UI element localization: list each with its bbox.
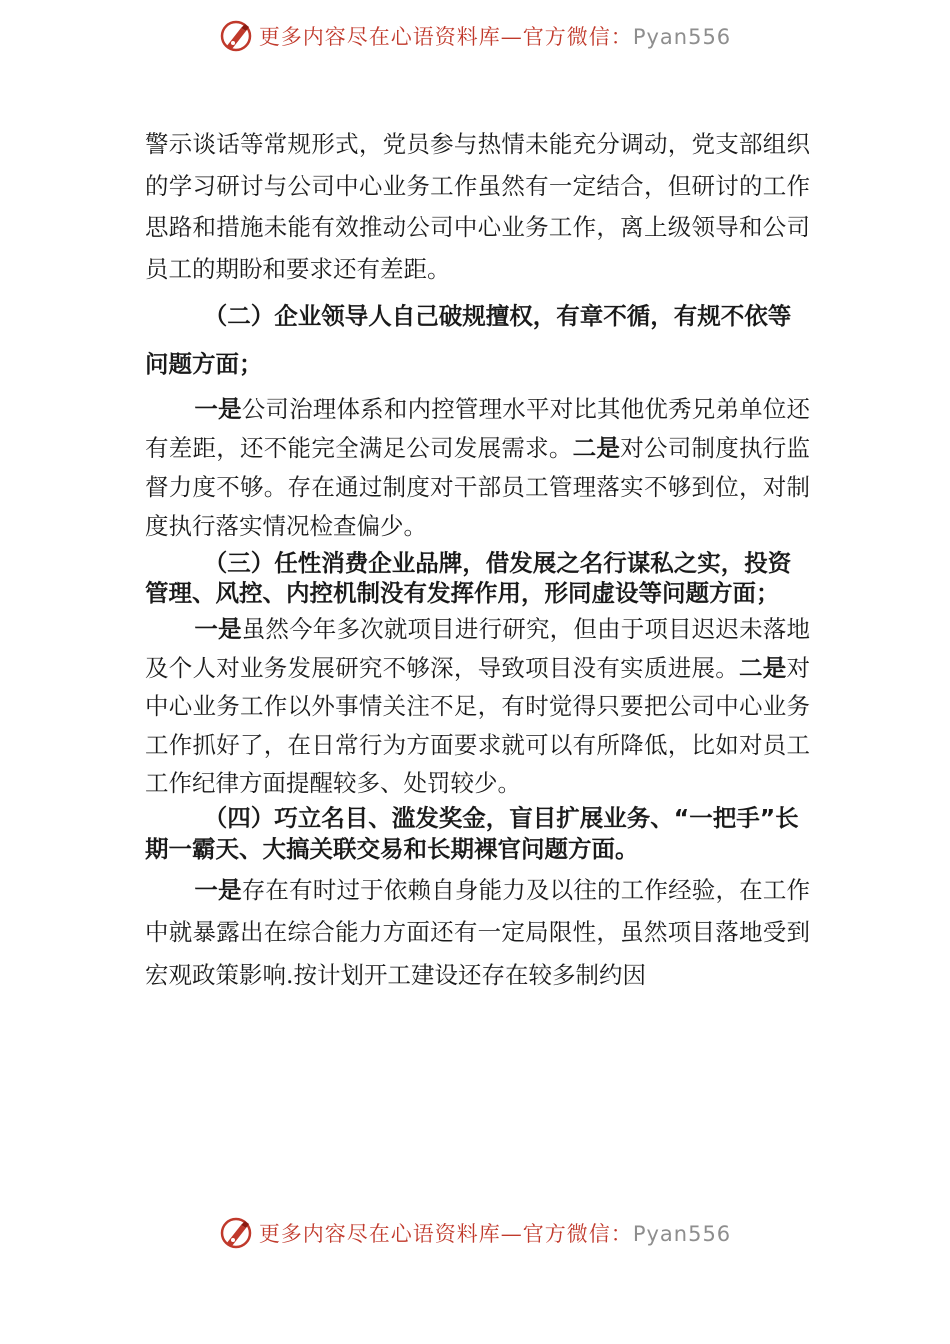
paragraph-2: 一是公司治理体系和内控管理水平对比其他优秀兄弟单位还有差距，还不能完全满足公司发展需求。二是对公司制度执行监督力度不够。存在通过制度对干部员工管理落实不够到位，对制度执行落实情况检查偏少。 bbox=[145, 395, 811, 540]
paragraph-4: 一是存在有时过于依赖自身能力及以往的工作经验，在工作中就暴露出在综合能力方面还有一定局限性，虽然项目落地受到宏观政策影响.按计划开工建设还存在较多制约因 bbox=[145, 875, 811, 989]
pen-nib-logo-icon bbox=[219, 1216, 253, 1250]
footer-watermark bbox=[0, 1213, 950, 1253]
document-body bbox=[145, 124, 810, 996]
paragraph-3: 一是虽然今年多次就项目进行研究，但由于项目迟迟未落地及个人对业务发展研究不够深，导致项目没有实质进展。二是对中心业务工作以外事情关注不足，有时觉得只要把公司中心业务工作抓好了，在日常行为方面要求就可以有所降低，比如对员工工作纪律方面提醒较多、处罚较少。 bbox=[145, 615, 811, 797]
section-heading-3: （三）任性消费企业品牌，借发展之名行谋私之实，投资管理、风控、内控机制没有发挥作用，形同虚设等问题方面； bbox=[145, 549, 792, 607]
paragraph-1: 警示谈话等常规形式，党员参与热情未能充分调动，党支部组织的学习研讨与公司中心业务工作虽然有一定结合，但研讨的工作思路和措施未能有效推动公司中心业务工作，离上级领导和公司员工的期盼和要求还有差距。 bbox=[145, 130, 810, 283]
header-watermark bbox=[0, 16, 950, 56]
section-heading-2: （二）企业领导人自己破规擅权，有章不循，有规不依等问题方面； bbox=[145, 302, 792, 378]
watermark-text: 更多内容尽在心语资料库—官方微信：Pyan556 bbox=[258, 1222, 732, 1246]
section-heading-4: （四）巧立名目、滥发奖金，盲目扩展业务、“一把手”长期一霸天、大搞关联交易和长期裸官问题方面。 bbox=[145, 803, 799, 863]
pen-nib-logo-icon bbox=[219, 19, 253, 53]
watermark-text: 更多内容尽在心语资料库—官方微信：Pyan556 bbox=[258, 25, 732, 49]
